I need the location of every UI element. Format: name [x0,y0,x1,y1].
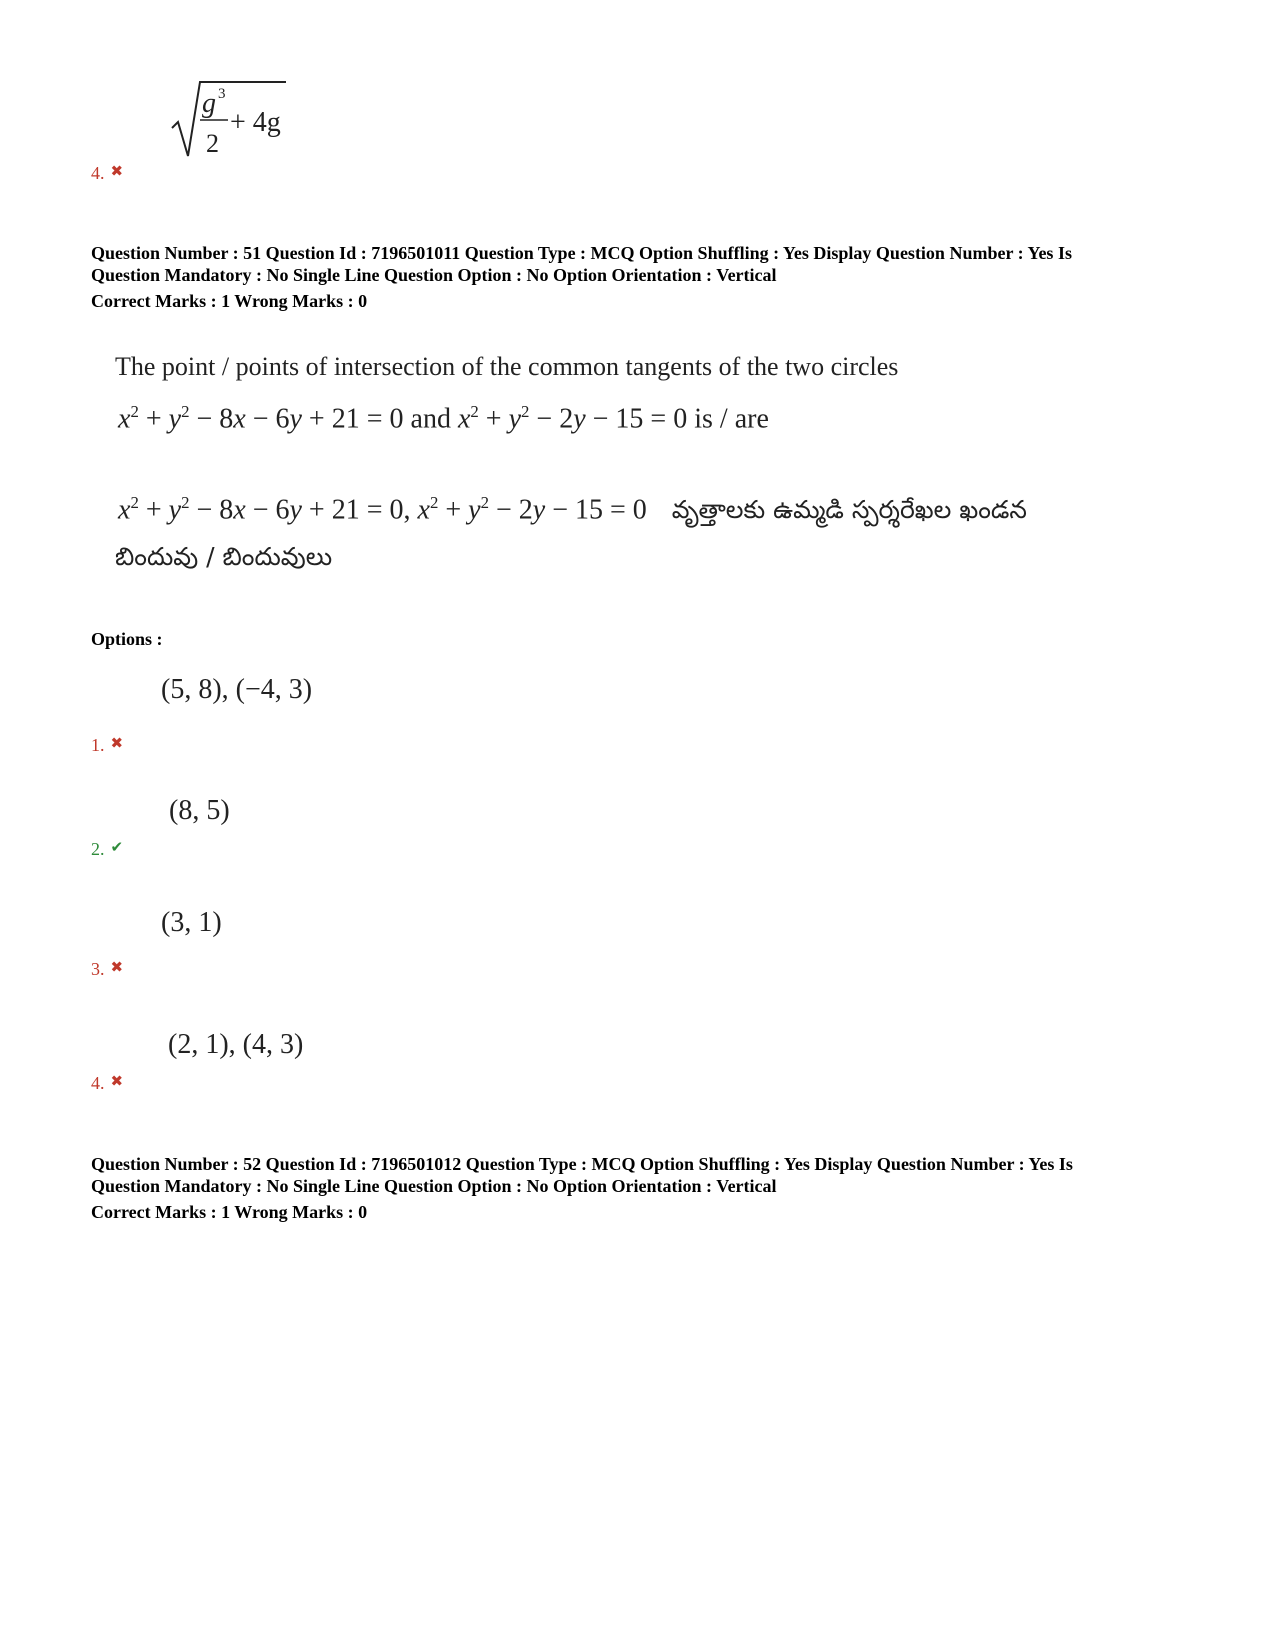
q51-header-line1: Question Number : 51 Question Id : 7196501011 Question Type : MCQ Option Shuffling : Yes Display Question Number : Yes Is [91,243,1072,263]
sqrt-expression [168,78,298,162]
q51-is-are: is / are [694,403,769,435]
prev-option-4-expression [168,78,298,167]
q52-header [91,1153,1191,1223]
cross-icon: ✖ [110,960,124,976]
sqrt-denominator: 2 [206,129,219,158]
q52-header-line2: Question Mandatory : No Single Line Question Option : No Option Orientation : Vertical [91,1176,777,1196]
cross-icon: ✖ [110,736,124,752]
option-3-text: (3, 1) [161,907,222,938]
q51-and: and [410,403,451,435]
sqrt-numerator: g [202,88,216,119]
q51-question-te-line2: బిందువు / బిందువులు [115,542,333,571]
sqrt-exponent: 3 [218,86,226,102]
cross-icon: ✖ [110,164,124,180]
option-2-number: 2. ✔ [91,839,124,859]
q51-marks: Correct Marks : 1 Wrong Marks : 0 [91,291,368,311]
q52-header-line1: Question Number : 52 Question Id : 7196501012 Question Type : MCQ Option Shuffling : Yes Display Question Number : Yes Is [91,1154,1073,1174]
cross-icon: ✖ [110,1074,124,1090]
options-label: Options : [91,629,163,649]
q51-question-en-line2: $x^2 + y^2 - 8x - 6y + 21 = 0$ and $x^2 + y^2 - 2y - 15 = 0$ is / are [118,402,769,435]
prev-option-4-number: 4. ✖ [91,163,124,183]
q51-header [91,242,1191,312]
option-1-text: (5, 8), (−4, 3) [161,674,313,705]
option-1-number: 1. ✖ [91,735,124,755]
option-3-number: 3. ✖ [91,959,124,979]
q52-marks: Correct Marks : 1 Wrong Marks : 0 [91,1202,368,1222]
q51-question-te-line1: $x^2 + y^2 - 8x - 6y + 21 = 0$, $x^2 + y^2 - 2y - 15 = 0$ వృత్తాలకు ఉమ్మడి స్పర్శరేఖల ఖండన [118,493,1027,526]
option-2-text: (8, 5) [169,795,230,826]
q51-telugu-text-1: వృత్తాలకు ఉమ్మడి స్పర్శరేఖల ఖండన [671,495,1027,525]
q51-header-line2: Question Mandatory : No Single Line Question Option : No Option Orientation : Vertical [91,265,777,285]
option-4-number: 4. ✖ [91,1073,124,1093]
check-icon: ✔ [110,840,124,856]
option-4-text: (2, 1), (4, 3) [168,1029,304,1060]
sqrt-tail: + 4g [230,107,281,138]
q51-question-en-line1: The point / points of intersection of the common tangents of the two circles [115,352,899,381]
